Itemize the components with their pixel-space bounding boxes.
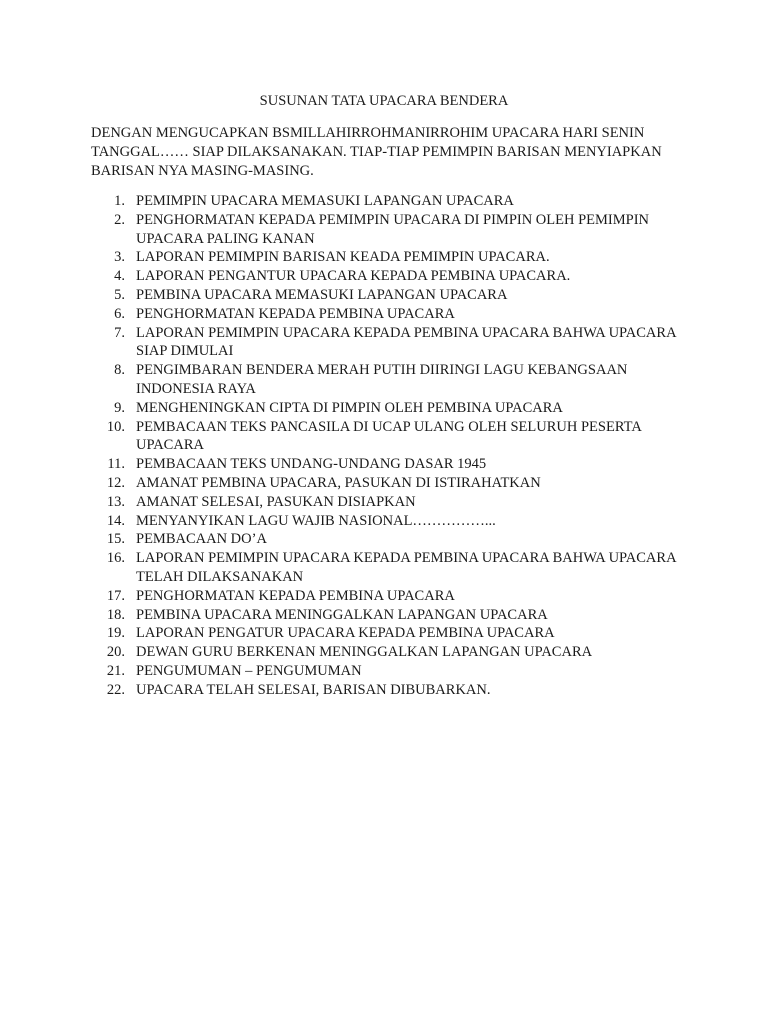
step-number: 3. <box>114 249 125 266</box>
step-item <box>91 305 691 324</box>
step-item <box>91 192 691 211</box>
step-item <box>91 474 691 493</box>
step-number: 13. <box>106 493 125 510</box>
step-item <box>91 512 691 531</box>
step-text-line: PENGHORMATAN KEPADA PEMBINA UPACARA <box>136 305 455 322</box>
step-text-line: PEMBACAAN TEKS UNDANG-UNDANG DASAR 1945 <box>136 456 487 473</box>
step-text-line: PEMBACAAN TEKS PANCASILA DI UCAP ULANG OLEH SELURUH PESERTA <box>136 418 642 435</box>
step-text-line: PENGIMBARAN BENDERA MERAH PUTIH DIIRINGI LAGU KEBANGSAAN <box>136 362 628 379</box>
step-text-line: DEWAN GURU BERKENAN MENINGGALKAN LAPANGAN UPACARA <box>136 644 593 661</box>
step-text-line: PENGHORMATAN KEPADA PEMBINA UPACARA <box>136 587 455 604</box>
step-number: 4. <box>114 268 125 285</box>
step-text-line: MENYANYIKAN LAGU WAJIB NASIONAL……………... <box>136 512 496 529</box>
step-text-line: PEMBACAAN DO’A <box>136 531 267 548</box>
step-item <box>91 361 691 399</box>
step-text-line: SIAP DIMULAI <box>136 343 234 360</box>
intro-paragraph <box>91 124 691 181</box>
step-item <box>91 267 691 286</box>
step-item <box>91 399 691 418</box>
step-item <box>91 324 691 362</box>
step-text-line: UPACARA TELAH SELESAI, BARISAN DIBUBARKAN. <box>136 681 491 698</box>
step-text-line: LAPORAN PENGANTUR UPACARA KEPADA PEMBINA UPACARA. <box>136 268 571 285</box>
intro-line: DENGAN MENGUCAPKAN BSMILLAHIRROHMANIRROHIM UPACARA HARI SENIN <box>91 125 645 141</box>
step-text-line: AMANAT SELESAI, PASUKAN DISIAPKAN <box>136 493 416 510</box>
step-text-line: TELAH DILAKSANAKAN <box>136 568 304 585</box>
step-item <box>91 455 691 474</box>
step-number: 19. <box>106 625 125 642</box>
step-number: 12. <box>106 474 125 491</box>
step-text-line: LAPORAN PEMIMPIN UPACARA KEPADA PEMBINA UPACARA BAHWA UPACARA <box>136 550 677 567</box>
step-text-line: LAPORAN PEMIMPIN UPACARA KEPADA PEMBINA UPACARA BAHWA UPACARA <box>136 324 677 341</box>
step-number: 6. <box>114 305 125 322</box>
step-item <box>91 624 691 643</box>
step-text-line: PENGUMUMAN – PENGUMUMAN <box>136 662 362 679</box>
step-item <box>91 248 691 267</box>
step-item <box>91 549 691 587</box>
step-text-line: LAPORAN PEMIMPIN BARISAN KEADA PEMIMPIN UPACARA. <box>136 249 550 266</box>
step-number: 10. <box>106 418 125 435</box>
step-text-line: INDONESIA RAYA <box>136 380 256 397</box>
step-item <box>91 493 691 512</box>
step-text-line: LAPORAN PENGATUR UPACARA KEPADA PEMBINA UPACARA <box>136 625 555 642</box>
step-number: 11. <box>107 456 125 473</box>
step-item <box>91 211 691 249</box>
step-number: 2. <box>114 211 125 228</box>
step-item <box>91 606 691 625</box>
step-number: 5. <box>114 286 125 303</box>
intro-line: TANGGAL…… SIAP DILAKSANAKAN. TIAP-TIAP PEMIMPIN BARISAN MENYIAPKAN <box>91 144 662 160</box>
step-number: 18. <box>106 606 125 623</box>
step-number: 16. <box>106 550 125 567</box>
step-item <box>91 681 691 700</box>
step-number: 14. <box>106 512 125 529</box>
step-item <box>91 643 691 662</box>
intro-line: BARISAN NYA MASING-MASING. <box>91 163 314 179</box>
step-number: 15. <box>106 531 125 548</box>
ceremony-steps-list <box>91 192 691 700</box>
step-text-line: AMANAT PEMBINA UPACARA, PASUKAN DI ISTIRAHATKAN <box>136 474 541 491</box>
step-text-line: MENGHENINGKAN CIPTA DI PIMPIN OLEH PEMBINA UPACARA <box>136 399 563 416</box>
step-number: 17. <box>106 587 125 604</box>
step-text-line: PENGHORMATAN KEPADA PEMIMPIN UPACARA DI PIMPIN OLEH PEMIMPIN <box>136 211 649 228</box>
step-number: 7. <box>114 324 125 341</box>
document-title: SUSUNAN TATA UPACARA BENDERA <box>259 93 509 109</box>
step-item <box>91 286 691 305</box>
step-text-line: UPACARA <box>136 437 204 454</box>
step-item <box>91 662 691 681</box>
step-number: 22. <box>106 681 125 698</box>
step-item <box>91 587 691 606</box>
step-text-line: PEMBINA UPACARA MEMASUKI LAPANGAN UPACARA <box>136 286 508 303</box>
step-item <box>91 530 691 549</box>
step-number: 9. <box>114 399 125 416</box>
step-number: 8. <box>114 362 125 379</box>
step-text-line: PEMBINA UPACARA MENINGGALKAN LAPANGAN UPACARA <box>136 606 548 623</box>
step-number: 1. <box>114 193 125 209</box>
step-text-line: UPACARA PALING KANAN <box>136 230 315 247</box>
step-text-line: PEMIMPIN UPACARA MEMASUKI LAPANGAN UPACARA <box>136 193 514 209</box>
step-number: 20. <box>106 644 125 661</box>
step-number: 21. <box>106 662 125 679</box>
step-item <box>91 418 691 456</box>
